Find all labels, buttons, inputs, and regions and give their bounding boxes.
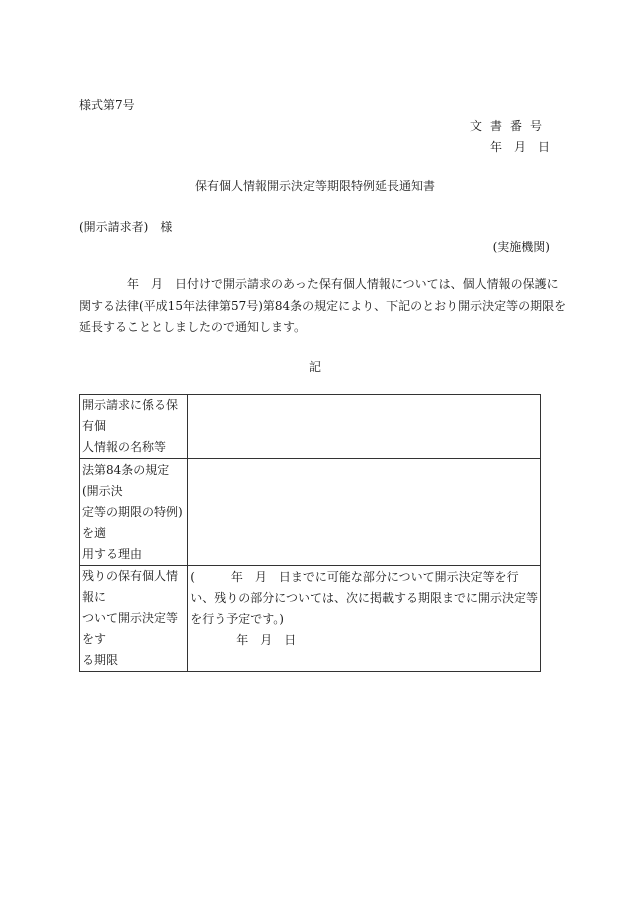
info-table	[79, 394, 541, 672]
ki-heading: 記	[308, 360, 321, 374]
body-line: 関する法律(平成15年法律第57号)第84条の規定により、下記のとおり開示決定等の期限を	[79, 298, 567, 313]
value-line: い、残りの部分については、次に掲載する期限までに開示決定等	[190, 591, 538, 605]
row-value-disclosure-info-name	[188, 395, 541, 459]
addressee: (開示請求者) 様	[79, 220, 173, 234]
row-label-deadline	[80, 566, 188, 672]
table-row	[80, 566, 541, 672]
label-line: ついて開示決定等をす	[82, 611, 179, 646]
body-line: 年 月 日付けで開示請求のあった保有個人情報については、個人情報の保護に	[79, 277, 559, 291]
row-label-reason	[80, 459, 188, 566]
table-row	[80, 395, 541, 459]
label-line: 法第84条の規定(開示決	[82, 462, 170, 498]
issuing-agency: (実施機関)	[492, 240, 550, 254]
document-number: 文書番号	[469, 119, 550, 133]
value-line: を行う予定です。)	[190, 612, 284, 626]
label-line: 残りの保有個人情報に	[82, 569, 179, 604]
table-row	[80, 459, 541, 566]
body-paragraph	[79, 274, 567, 339]
row-label-disclosure-info-name	[80, 395, 188, 459]
value-line: ( 年 月 日までに可能な部分について開示決定等を行	[190, 570, 519, 584]
document-title: 保有個人情報開示決定等期限特例延長通知書	[194, 179, 435, 193]
document-date: 年 月 日	[489, 140, 550, 154]
label-line: 定等の期限の特例)を適	[82, 504, 183, 540]
form-number: 様式第7号	[79, 98, 135, 112]
body-line: 延長することとしましたので通知します。	[79, 320, 307, 334]
label-line: る期限	[82, 653, 119, 667]
deadline-date: 年 月 日	[236, 633, 297, 647]
row-value-deadline	[188, 566, 541, 672]
label-line: 開示請求に係る保有個	[82, 398, 179, 433]
row-value-reason	[188, 459, 541, 566]
label-line: 人情報の名称等	[82, 440, 167, 454]
label-line: 用する理由	[82, 546, 143, 561]
